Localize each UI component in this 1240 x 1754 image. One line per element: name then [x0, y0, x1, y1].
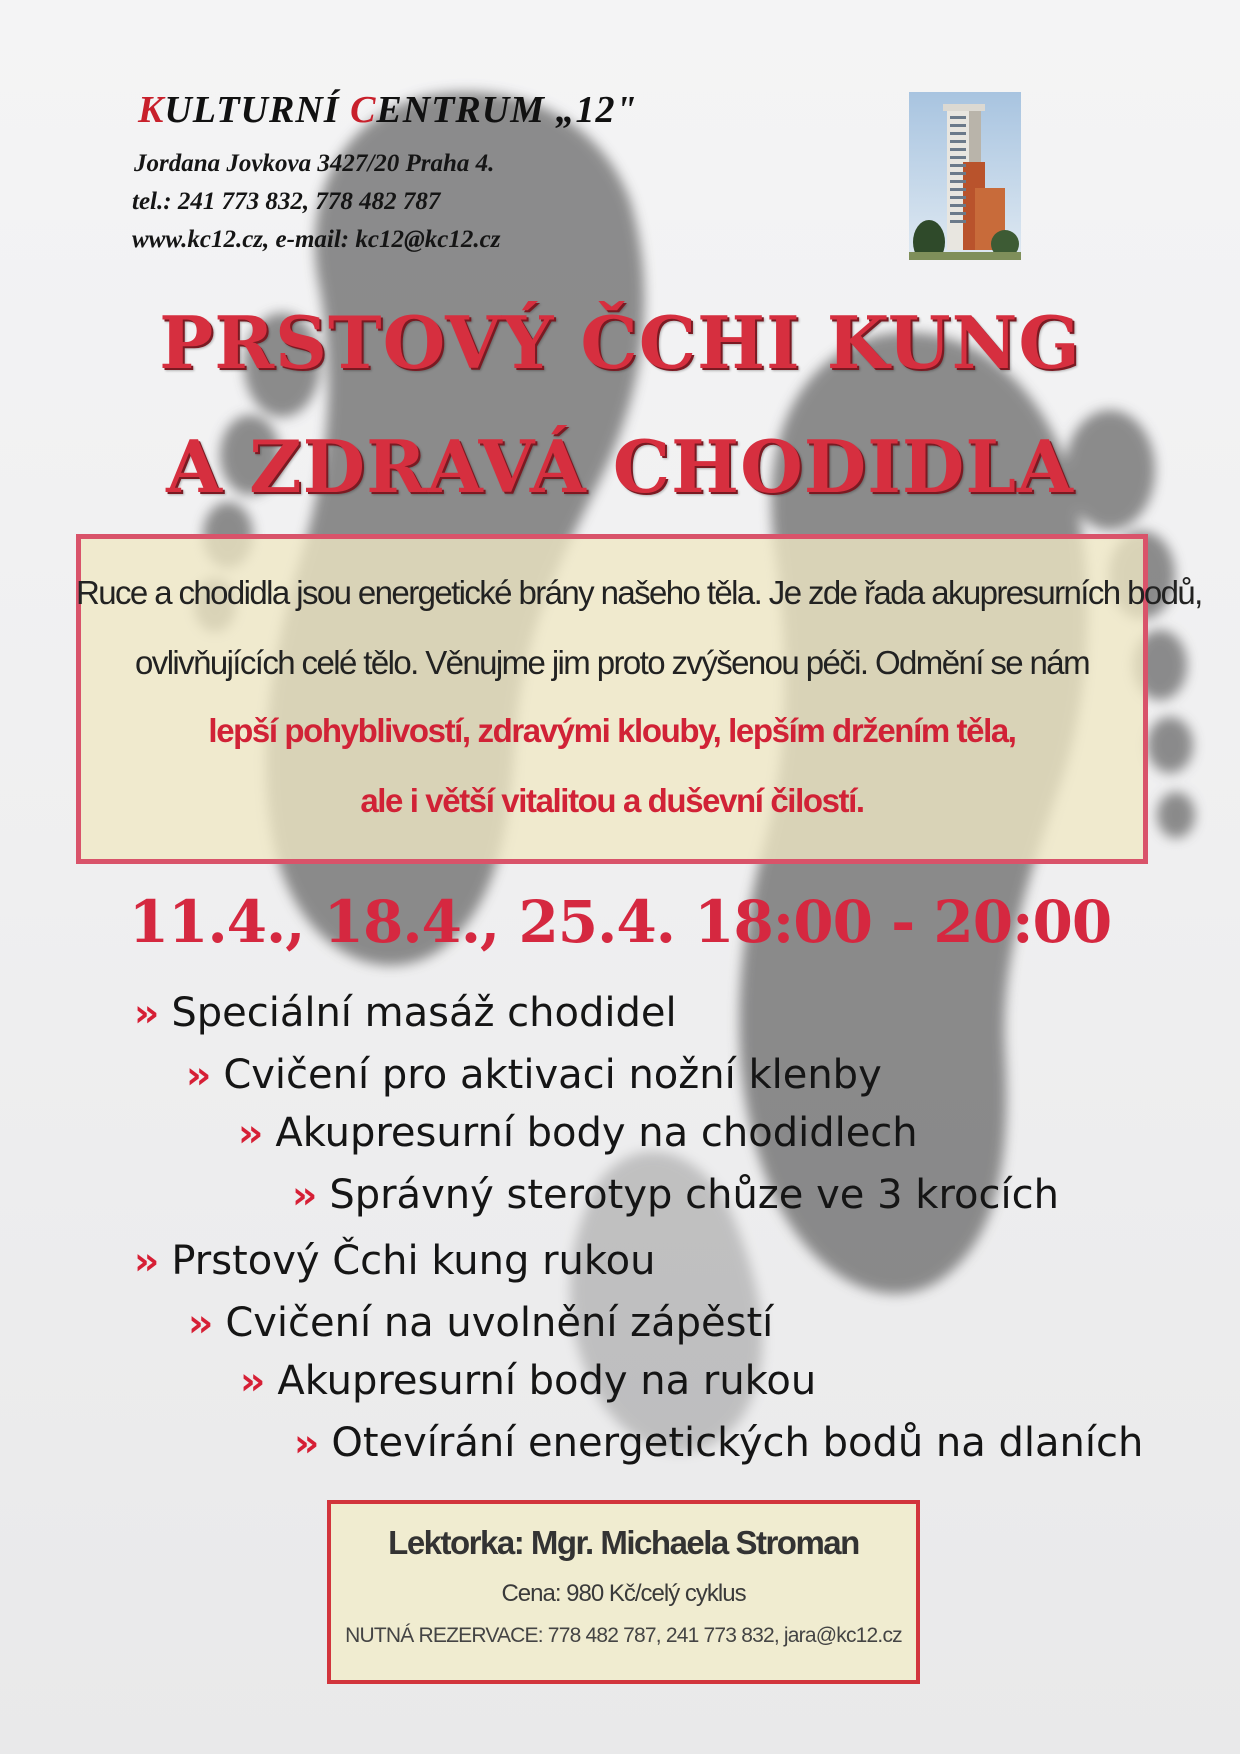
session-dates: 11.4., 18.4., 25.4. 18:00 - 20:00: [128, 888, 1112, 956]
list-item: [186, 1052, 882, 1098]
lecturer-name: Lektorka: Mgr. Michaela Stroman: [388, 1524, 859, 1561]
intro-line-1: Ruce a chodidla jsou energetické brány našeho těla. Je zde řada akupresurních bodů,: [76, 574, 1202, 611]
title-line-1: PRSTOVÝ ČCHI KUNG: [159, 300, 1081, 385]
org-web-email: www.kc12.cz, e-mail: kc12@kc12.cz: [132, 226, 501, 253]
list-item-text: Správný sterotyp chůze ve 3 krocích: [329, 1172, 1059, 1218]
reservation-contact: NUTNÁ REZERVACE: 778 482 787, 241 773 832, jara@kc12.cz: [345, 1624, 902, 1647]
chevron-bullet-icon: ››: [240, 1359, 260, 1403]
list-item: [134, 1238, 655, 1284]
list-item: [240, 1358, 816, 1404]
intro-highlight-1: lepší pohyblivostí, zdravými klouby, lepším držením těla,: [208, 712, 1016, 749]
chevron-bullet-icon: ››: [134, 991, 154, 1035]
list-item-text: Prstový Čchi kung rukou: [171, 1238, 656, 1284]
org-name-part1: ULTURNÍ: [164, 89, 351, 131]
org-address: Jordana Jovkova 3427/20 Praha 4.: [134, 150, 495, 177]
intro-highlight-2: ale i větší vitalitou a duševní čilostí.: [360, 782, 864, 819]
chevron-bullet-icon: ››: [294, 1421, 314, 1465]
org-initial-k: K: [138, 89, 165, 131]
building-photo: [909, 92, 1021, 260]
list-item-text: Otevírání energetických bodů na dlaních: [331, 1420, 1144, 1466]
list-item-text: Cvičení pro aktivaci nožní klenby: [223, 1052, 882, 1098]
title-line-2: A ZDRAVÁ CHODIDLA: [166, 424, 1074, 509]
organization-name: [138, 88, 638, 132]
list-item: [238, 1110, 918, 1156]
org-initial-c: C: [350, 89, 377, 131]
course-price: Cena: 980 Kč/celý cyklus: [501, 1580, 746, 1607]
chevron-bullet-icon: ››: [292, 1173, 312, 1217]
list-item-text: Akupresurní body na rukou: [277, 1358, 817, 1404]
list-item: [294, 1420, 1143, 1466]
list-item: [134, 990, 677, 1036]
chevron-bullet-icon: ››: [188, 1301, 208, 1345]
list-item: [188, 1300, 773, 1346]
chevron-bullet-icon: ››: [186, 1053, 206, 1097]
list-item: [292, 1172, 1059, 1218]
chevron-bullet-icon: ››: [134, 1239, 154, 1283]
list-item-text: Speciální masáž chodidel: [171, 990, 677, 1036]
chevron-bullet-icon: ››: [238, 1111, 258, 1155]
org-phone: tel.: 241 773 832, 778 482 787: [132, 188, 441, 215]
list-item-text: Cvičení na uvolnění zápěstí: [225, 1300, 774, 1346]
org-name-part2: ENTRUM „12": [376, 89, 638, 131]
intro-line-2: ovlivňujících celé tělo. Věnujme jim proto zvýšenou péči. Odmění se nám: [135, 644, 1089, 681]
list-item-text: Akupresurní body na chodidlech: [275, 1110, 918, 1156]
